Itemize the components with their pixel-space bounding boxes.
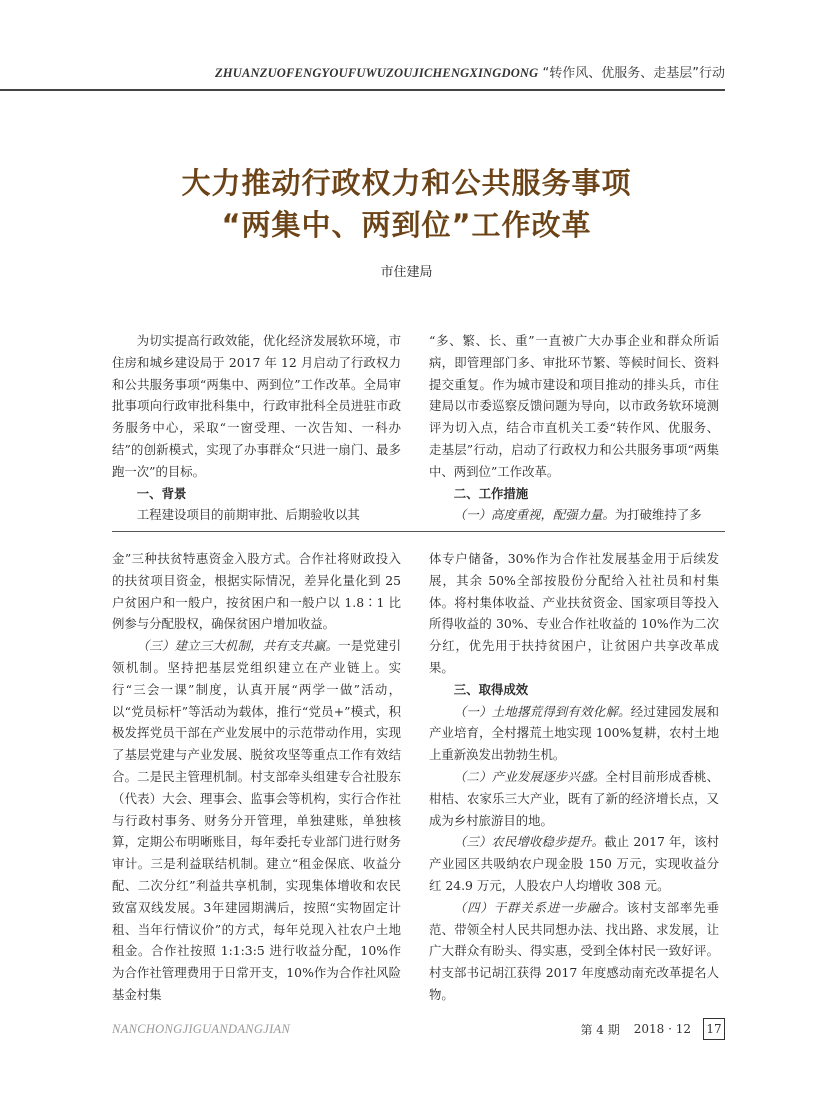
paragraph	[429, 701, 719, 766]
paragraph-text: 经过建园发展和产业培育，全村撂荒土地实现 100%复耕，农村土地上重新涣发出勃勃生机。	[429, 703, 719, 763]
paragraph: 工程建设项目的前期审批、后期验收以其	[136, 507, 360, 523]
paragraph: “多、繁、长、重”一直被广大办事企业和群众所诟病，即管理部门多、审批环节繁、等候时间长、资料提交重复。作为城市建设和项目推动的排头兵，市住建局以市委巡察反馈问题为导向，以市政务软环境测评为切入点，结合市直机关工委“转作风、优服务、走基层”行动，启动了行政权力和公共服务事项“两集中、两到位”工作改革。	[429, 333, 719, 479]
section-heading: 三、取得成效	[453, 681, 529, 697]
header-section: “转作风、优服务、走基层”行动	[542, 66, 725, 81]
paragraph	[429, 831, 719, 896]
issue-number: 第 4 期	[580, 1022, 620, 1037]
header-rule	[0, 89, 725, 91]
paragraph	[429, 504, 719, 526]
paragraph-text: 一是党建引领机制。坚持把基层党组织建立在产业链上。实行“三会一课”制度，认真开展“两学一做”活动，以“党员标杆”等活动为载体，推行“党员+”模式，积极发挥党员干部在产业发展中的示范带动作用，实现了基层党建与产业发展、脱贫攻坚等重点工作有效结合。二是民主管理机制。村支部牵头组建专合社股东（代表）大会、理事会、监事会等机构，实行合作社与行政村事务、财务分开管理，单独建账，单独核算，定期公布明晰账目，每年委托专业部门进行财务审计。三是利益联结机制。建立“租金保底、收益分配、二次分红”利益共享机制，实现集体增收和农民致富双线发展。3年建园期满后，按照“实物固定计租、当年行情议价”的方式，每年兑现入社农户土地租金。合作社按照 1:1:3:5 进行收益分配，10%作为合作社管理费用于日常开支，10%作为合作社风险基金村集	[112, 638, 402, 1002]
paragraph-text: 截止 2017 年，该村产业园区共吸纳农户现金股 150 万元，实现收益分红 24.9 万元，人股农户人均增收 308 元。	[429, 834, 720, 893]
paragraph-lead: （一）高度重视，配强力量。	[453, 507, 615, 523]
issue-date: 2018 · 12	[633, 1022, 691, 1036]
title-line-1: 大力推动行政权力和公共服务事项	[181, 166, 632, 200]
page-number: 17	[703, 1018, 725, 1040]
article-author: 市住建局	[380, 265, 433, 280]
section-heading: 一、背景	[136, 485, 187, 501]
title-line-2: “两集中、两到位”工作改革	[221, 208, 592, 242]
paragraph-lead: （三）农民增收稳步提升。	[453, 834, 605, 850]
journal-name: NANCHONGJIGUANDANGJIAN	[112, 1021, 291, 1036]
column-top-right	[429, 330, 719, 526]
paragraph-lead: （一）土地撂荒得到有效化解。	[453, 703, 631, 719]
paragraph: 金”三种扶贫特惠资金入股方式。合作社将财政投入的扶贫项目资金，根据实际情况，差异化量化到 25 户贫困户和一般户，按贫困户和一般户以 1.8∶1 比例参与分配股权，确保贫困户增加收益。	[112, 551, 401, 632]
section-divider	[112, 531, 725, 532]
paragraph-lead: （三）建立三大机制，共有支共赢。	[136, 638, 339, 654]
paragraph-text: 为打破维持了多	[614, 507, 702, 523]
column-top-left	[112, 330, 401, 526]
paragraph: 为切实提高行政效能，优化经济发展软环境，市住房和城乡建设局于 2017 年 12 月启动了行政权力和公共服务事项“两集中、两到位”工作改革。全局审批事项向行政审批科集中，行政审批科全员进驻市政务服务中心，采取“一窗受理、一次告知、一科办结”的创新模式，实现了办事群众“只进一扇门、最多跑一次”的目标。	[112, 333, 401, 479]
paragraph	[429, 897, 719, 1006]
paragraph-text: 全村目前形成香桃、柑桔、农家乐三大产业，既有了新的经济增长点，又成为乡村旅游目的地。	[429, 768, 719, 828]
column-bottom-right	[429, 548, 719, 1006]
column-bottom-left	[112, 548, 401, 1006]
header-latin: ZHUANZUOFENGYOUFUWUZOUJICHENGXINGDONG	[214, 66, 539, 80]
paragraph-text: 该村支部率先垂范、带领全村人民共同想办法、找出路、求发展，让广大群众有盼头、得实惠，受到全体村民一致好评。村支部书记胡江获得 2017 年度感动南充改革提名人物。	[429, 899, 720, 1002]
paragraph	[429, 766, 719, 831]
paragraph	[112, 635, 401, 1006]
paragraph-lead: （四）干群关系进一步融合。	[453, 899, 627, 915]
page-footer	[112, 1017, 725, 1041]
section-heading: 二、工作措施	[453, 485, 529, 501]
paragraph-lead: （二）产业发展逐步兴盛。	[453, 768, 606, 784]
paragraph: 体专户储备，30%作为合作社发展基金用于后续发展，其余 50%全部按股份分配给入社社员和村集体。将村集体收益、产业扶贫资金、国家项目等投入所得收益的 30%、专业合作社收益的 10%作为二次分红，优先用于扶持贫困户，让贫困户共享改革成果。	[429, 551, 719, 675]
running-header	[150, 62, 725, 81]
article-title	[60, 162, 753, 246]
